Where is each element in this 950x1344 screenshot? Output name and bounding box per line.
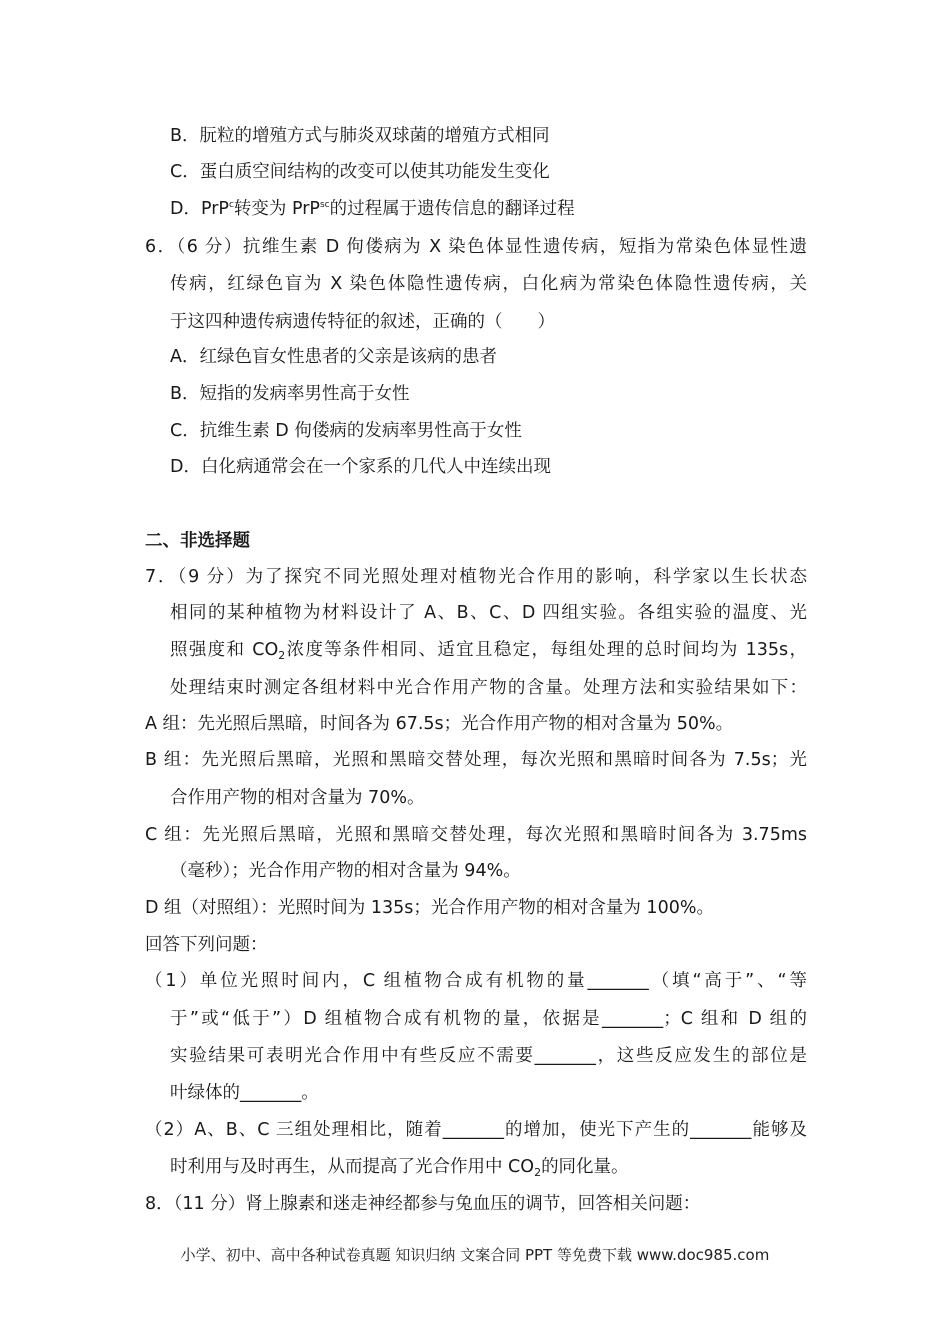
q7-sub2-line1: （2）A、B、C 三组处理相比，随着_______的增加，使光下产生的_______能够及: [145, 1120, 807, 1140]
q6-option-d: D．白化病通常会在一个家系的几代人中连续出现: [170, 457, 551, 477]
q7-sub2-line2-part2: 的同化量。: [541, 1157, 629, 1177]
page-footer: 小学、初中、高中各种试卷真题 知识归纳 文案合同 PPT 等免费下载 www.doc985.com: [180, 1246, 770, 1264]
q6-option-a: A．红绿色盲女性患者的父亲是该病的患者: [170, 347, 497, 367]
q7-group-c-line2: （毫秒）；光合作用产物的相对含量为 94%。: [170, 861, 521, 881]
q7-group-c-line1: C 组：先光照后黑暗，光照和黑暗交替处理，每次光照和黑暗时间各为 3.75ms: [145, 825, 807, 845]
q8-stem-line1: 8．（11 分）肾上腺素和迷走神经都参与兔血压的调节，回答相关问题：: [145, 1194, 701, 1214]
superscript-c: c: [228, 200, 234, 210]
q5-option-d-part1: D．PrP: [170, 199, 229, 219]
superscript-sc: sc: [319, 200, 330, 210]
q5-option-b: B．朊粒的增殖方式与肺炎双球菌的增殖方式相同: [170, 126, 550, 146]
q7-group-b-line2: 合作用产物的相对含量为 70%。: [170, 788, 425, 808]
q7-stem-line4: 处理结束时测定各组材料中光合作用产物的含量。处理方法和实验结果如下：: [170, 678, 807, 698]
q7-sub1-line3: 实验结果可表明光合作用中有些反应不需要_______，这些反应发生的部位是: [170, 1046, 807, 1066]
subscript-2: 2: [278, 649, 286, 662]
subscript-2: 2: [534, 1166, 542, 1179]
q7-line3-part1: 照强度和 CO: [170, 640, 279, 660]
q7-sub1-line4: 叶绿体的_______。: [170, 1083, 319, 1103]
q7-group-d: D 组（对照组）：光照时间为 135s；光合作用产物的相对含量为 100%。: [145, 898, 714, 918]
q7-sub1-line1: （1）单位光照时间内，C 组植物合成有机物的量_______（填“高于”、“等: [145, 971, 807, 991]
q7-line3-part2: 浓度等条件相同、适宜且稳定，每组处理的总时间均为 135s，: [285, 640, 807, 660]
q7-stem-line2: 相同的某种植物为材料设计了 A、B、C、D 四组实验。各组实验的温度、光: [170, 603, 807, 623]
q6-option-b: B．短指的发病率男性高于女性: [170, 384, 410, 404]
q7-sub2-line2: [170, 1156, 629, 1178]
q7-stem-line1: 7．（9 分）为了探究不同光照处理对植物光合作用的影响，科学家以生长状态: [145, 567, 807, 587]
q7-prompt: 回答下列问题：: [145, 935, 268, 955]
q5-option-d: [170, 198, 575, 220]
q6-option-c: C．抗维生素 D 佝偻病的发病率男性高于女性: [170, 421, 522, 441]
q7-sub2-line2-part1: 时利用与及时再生，从而提高了光合作用中 CO: [170, 1157, 535, 1177]
q5-option-c: C．蛋白质空间结构的改变可以使其功能发生变化: [170, 162, 550, 182]
q5-option-d-part3: 的过程属于遗传信息的翻译过程: [329, 199, 575, 219]
q6-stem-line1: 6．（6 分）抗维生素 D 佝偻病为 X 染色体显性遗传病，短指为常染色体显性遗: [145, 237, 807, 257]
q6-stem-line2: 传病，红绿色盲为 X 染色体隐性遗传病，白化病为常染色体隐性遗传病，关: [170, 274, 807, 294]
q6-stem-line3: 于这四种遗传病遗传特征的叙述，正确的（ ）: [170, 312, 555, 332]
q7-sub1-line2: 于”或“低于”）D 组植物合成有机物的量，依据是_______；C 组和 D 组的: [170, 1009, 807, 1029]
q7-stem-line3: [170, 639, 807, 661]
q7-group-b-line1: B 组：先光照后黑暗，光照和黑暗交替处理，每次光照和黑暗时间各为 7.5s；光: [145, 750, 807, 770]
section-heading: 二、非选择题: [145, 531, 250, 551]
q5-option-d-part2: 转变为 PrP: [233, 199, 320, 219]
q7-group-a: A 组：先光照后黑暗，时间各为 67.5s；光合作用产物的相对含量为 50%。: [145, 714, 734, 734]
